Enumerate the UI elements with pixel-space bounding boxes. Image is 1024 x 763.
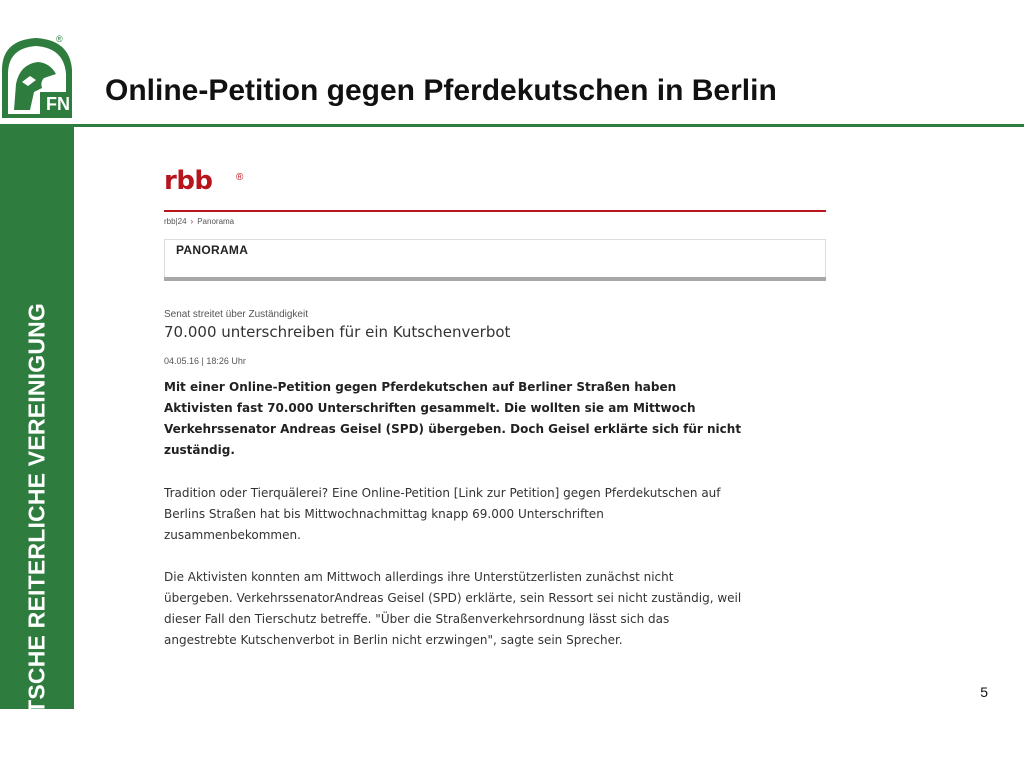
logo-registered-mark: ® — [56, 34, 63, 44]
article-paragraph: Tradition oder Tierquälerei? Eine Online-Petition [Link zur Petition] gegen Pferdekutschen auf Berlins Straßen hat bis Mittwochnachmittag knapp 69.000 Unterschriften zusammenbekommen. — [164, 486, 721, 542]
article-kicker: Senat streitet über Zuständigkeit — [164, 309, 308, 320]
breadcrumb-home-link[interactable]: rbb|24 — [164, 217, 187, 226]
breadcrumb-panorama-link[interactable]: Panorama — [197, 217, 235, 226]
page-number: 5 — [980, 684, 988, 700]
sidebar-org-name: DEUTSCHE REITERLICHE VEREINIGUNG — [23, 302, 50, 763]
fn-logo — [0, 30, 74, 125]
breadcrumb-separator-icon: › — [190, 217, 194, 226]
breadcrumb — [164, 217, 234, 226]
rbb-registered-mark: ® — [236, 172, 244, 183]
section-title[interactable]: PANORAMA — [176, 243, 249, 257]
section-underline — [164, 277, 826, 281]
section-header — [164, 239, 826, 278]
article-paragraph: Die Aktivisten konnten am Mittwoch allerdings ihre Unterstützerlisten zunächst nicht übergeben. VerkehrssenatorAndreas Geisel (SPD) erklärte, sein Ressort sei nicht zuständig, weil dieser Fall den Tierschutz betreffe. "Über die Straßenverkehrsordnung lässt sich das angestrebte Kutschenverbot in Berlin nicht erzwingen", sagte sein Sprecher. — [164, 570, 742, 647]
article-lead: Mit einer Online-Petition gegen Pferdekutschen auf Berliner Straßen haben Aktivisten fast 70.000 Unterschriften gesammelt. Die wollten sie am Mittwoch Verkehrssenator Andreas Geisel (SPD) übergeben. Doch Geisel erklärte sich für nicht zuständig. — [164, 380, 742, 457]
header-divider — [164, 210, 826, 212]
article-headline: 70.000 unterschreiben für ein Kutschenverbot — [164, 323, 511, 341]
rbb-logo[interactable]: rbb — [164, 166, 213, 196]
sidebar-band — [0, 125, 74, 763]
slide-title: Online-Petition gegen Pferdekutschen in Berlin — [105, 74, 777, 107]
article-dateline: 04.05.16 | 18:26 Uhr — [164, 356, 246, 366]
title-divider — [0, 124, 1024, 127]
logo-text: FN — [46, 94, 70, 114]
